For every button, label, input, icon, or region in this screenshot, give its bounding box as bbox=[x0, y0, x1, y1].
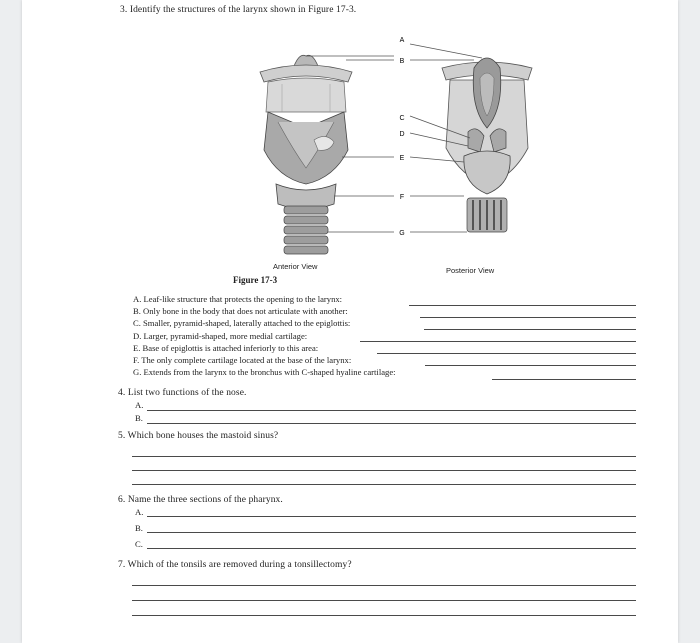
figure-label-f: F bbox=[399, 194, 405, 201]
answer-line-7-3[interactable] bbox=[132, 615, 636, 616]
answer-line-3d[interactable] bbox=[360, 341, 636, 342]
worksheet-page bbox=[22, 0, 678, 643]
figure-label-g: G bbox=[399, 230, 405, 237]
answer-line-4b[interactable] bbox=[147, 423, 636, 424]
answer-line-3e[interactable] bbox=[377, 353, 636, 354]
answer-line-3g[interactable] bbox=[492, 379, 636, 380]
question-number: 5. bbox=[118, 431, 126, 441]
question-prompt: Name the three sections of the pharynx. bbox=[127, 495, 283, 505]
posterior-larynx-illustration bbox=[442, 58, 532, 232]
answer-line-4a[interactable] bbox=[147, 410, 636, 411]
question-number: 3. bbox=[120, 5, 128, 15]
figure-label-b: B bbox=[399, 58, 405, 65]
answer-line-5-2[interactable] bbox=[132, 470, 636, 471]
answer-line-6c[interactable] bbox=[147, 548, 636, 549]
answer-line-5-1[interactable] bbox=[132, 456, 636, 457]
answer-label-4a: A. bbox=[135, 400, 144, 410]
question-prompt: List two functions of the nose. bbox=[127, 388, 247, 398]
question-3-item-f: F. The only complete cartilage located at the base of the larynx: bbox=[133, 355, 352, 365]
answer-label-4b: B. bbox=[135, 413, 143, 423]
larynx-figure bbox=[242, 28, 542, 278]
question-number: 6. bbox=[118, 495, 126, 505]
question-3-item-e: E. Base of epiglottis is attached inferiorly to this area: bbox=[133, 343, 319, 353]
question-3-item-c: C. Smaller, pyramid-shaped, laterally attached to the epiglottis: bbox=[133, 318, 351, 328]
question-prompt: Which of the tonsils are removed during a tonsillectomy? bbox=[127, 560, 352, 570]
question-3 bbox=[120, 5, 356, 15]
figure-label-c: C bbox=[399, 115, 405, 122]
figure-title: Figure 17-3 bbox=[233, 275, 278, 285]
posterior-view-caption: Posterior View bbox=[446, 266, 495, 275]
question-number: 4. bbox=[118, 388, 126, 398]
answer-line-3c[interactable] bbox=[424, 329, 636, 330]
answer-line-7-2[interactable] bbox=[132, 600, 636, 601]
question-number: 7. bbox=[118, 560, 126, 570]
question-3-item-g: G. Extends from the larynx to the bronchus with C-shaped hyaline cartilage: bbox=[133, 367, 396, 377]
answer-label-6c: C. bbox=[135, 539, 143, 549]
answer-line-6a[interactable] bbox=[147, 516, 636, 517]
answer-line-3b[interactable] bbox=[420, 317, 636, 318]
answer-label-6a: A. bbox=[135, 507, 144, 517]
answer-line-3f[interactable] bbox=[425, 365, 636, 366]
figure-label-a: A bbox=[399, 37, 405, 44]
question-3-item-d: D. Larger, pyramid-shaped, more medial cartilage: bbox=[133, 331, 308, 341]
question-7 bbox=[118, 560, 352, 570]
question-5 bbox=[118, 431, 278, 441]
anterior-view-caption: Anterior View bbox=[273, 262, 318, 271]
answer-label-6b: B. bbox=[135, 523, 143, 533]
question-3-item-b: B. Only bone in the body that does not articulate with another: bbox=[133, 306, 348, 316]
figure-label-e: E bbox=[399, 155, 405, 162]
question-4 bbox=[118, 388, 246, 398]
question-prompt: Identify the structures of the larynx shown in Figure 17-3. bbox=[129, 5, 357, 15]
question-6 bbox=[118, 495, 283, 505]
answer-line-3a[interactable] bbox=[409, 305, 636, 306]
question-3-item-a: A. Leaf-like structure that protects the opening to the larynx: bbox=[133, 294, 343, 304]
anterior-larynx-illustration bbox=[260, 55, 352, 254]
question-prompt: Which bone houses the mastoid sinus? bbox=[127, 431, 279, 441]
answer-line-5-3[interactable] bbox=[132, 484, 636, 485]
answer-line-6b[interactable] bbox=[147, 532, 636, 533]
answer-line-7-1[interactable] bbox=[132, 585, 636, 586]
figure-label-d: D bbox=[399, 131, 405, 138]
